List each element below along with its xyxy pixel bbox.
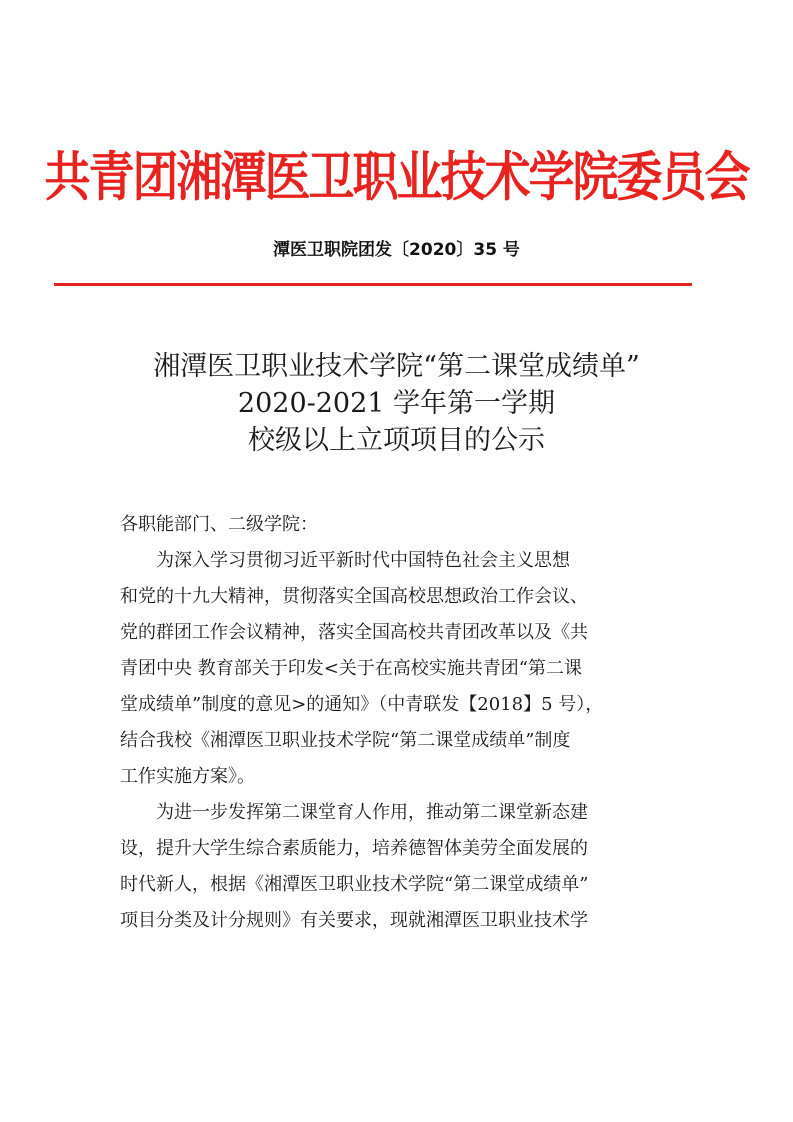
paragraph-line: 设，提升大学生综合素质能力，培养德智体美劳全面发展的	[120, 838, 588, 859]
paragraph-2	[120, 795, 676, 939]
document-title	[0, 348, 793, 459]
paragraph-line: 工作实施方案》。	[120, 766, 255, 787]
paragraph-1	[120, 543, 676, 795]
paragraph-line: 结合我校《湘潭医卫职业技术学院“第二课堂成绩单”制度	[120, 730, 571, 751]
title-line-1: 湘潭医卫职业技术学院“第二课堂成绩单”	[153, 351, 640, 382]
paragraph-line: 为进一步发挥第二课堂育人作用，推动第二课堂新态建	[156, 802, 588, 823]
document-body	[120, 507, 676, 939]
masthead-title: 共青团湘潭医卫职业技术学院委员会	[44, 145, 749, 208]
paragraph-line: 堂成绩单”制度的意见>的通知》（中青联发【2018】5 号），	[120, 694, 604, 715]
paragraph-line: 和党的十九大精神，贯彻落实全国高校思想政治工作会议、	[120, 586, 588, 607]
paragraph-line: 项目分类及计分规则》有关要求，现就湘潭医卫职业技术学	[120, 910, 588, 931]
paragraph-line: 党的群团工作会议精神，落实全国高校共青团改革以及《共	[120, 622, 588, 643]
paragraph-line: 时代新人，根据《湘潭医卫职业技术学院“第二课堂成绩单”	[120, 874, 589, 895]
paragraph-line: 为深入学习贯彻习近平新时代中国特色社会主义思想	[156, 550, 570, 571]
masthead-divider	[54, 283, 692, 286]
document-number: 潭医卫职院团发〔2020〕35 号	[273, 240, 520, 260]
paragraph-line: 青团中央 教育部关于印发<关于在高校实施共青团“第二课	[120, 658, 583, 679]
salutation: 各职能部门、二级学院：	[120, 514, 318, 535]
title-line-3: 校级以上立项项目的公示	[248, 425, 545, 456]
title-line-2: 2020-2021 学年第一学期	[237, 388, 556, 419]
